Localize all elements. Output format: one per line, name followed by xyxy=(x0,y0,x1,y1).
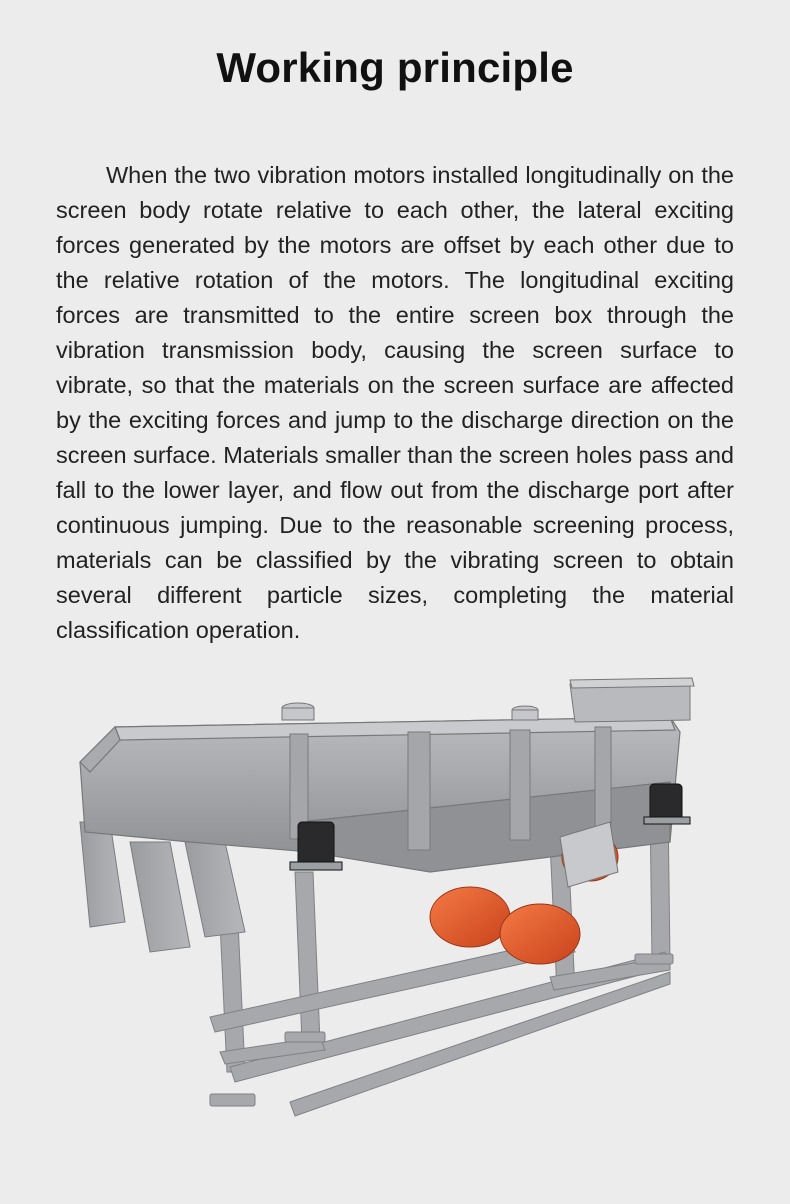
inspection-ports xyxy=(282,703,538,720)
working-principle-description: When the two vibration motors installed longitudinally on the screen body rotate relative to each other, the lateral exciting forces generated by the motors are offset by each other due to the relative rotation of the motors. The longitudinal exciting forces are transmitted to the entire screen box through the vibration transmission body, causing the screen surface to vibrate, so that the materials on the screen surface are affected by the exciting forces and jump to the discharge direction on the screen surface. Materials smaller than the screen holes pass and fall to the lower layer, and flow out from the discharge port after continuous jumping. Due to the reasonable screening process, materials can be classified by the vibrating screen to obtain several different particle sizes, completing the material classification operation. xyxy=(56,162,734,643)
page-title: Working principle xyxy=(216,44,574,91)
feed-inlet xyxy=(570,678,694,722)
linear-vibrating-screen-illustration xyxy=(70,672,720,1132)
